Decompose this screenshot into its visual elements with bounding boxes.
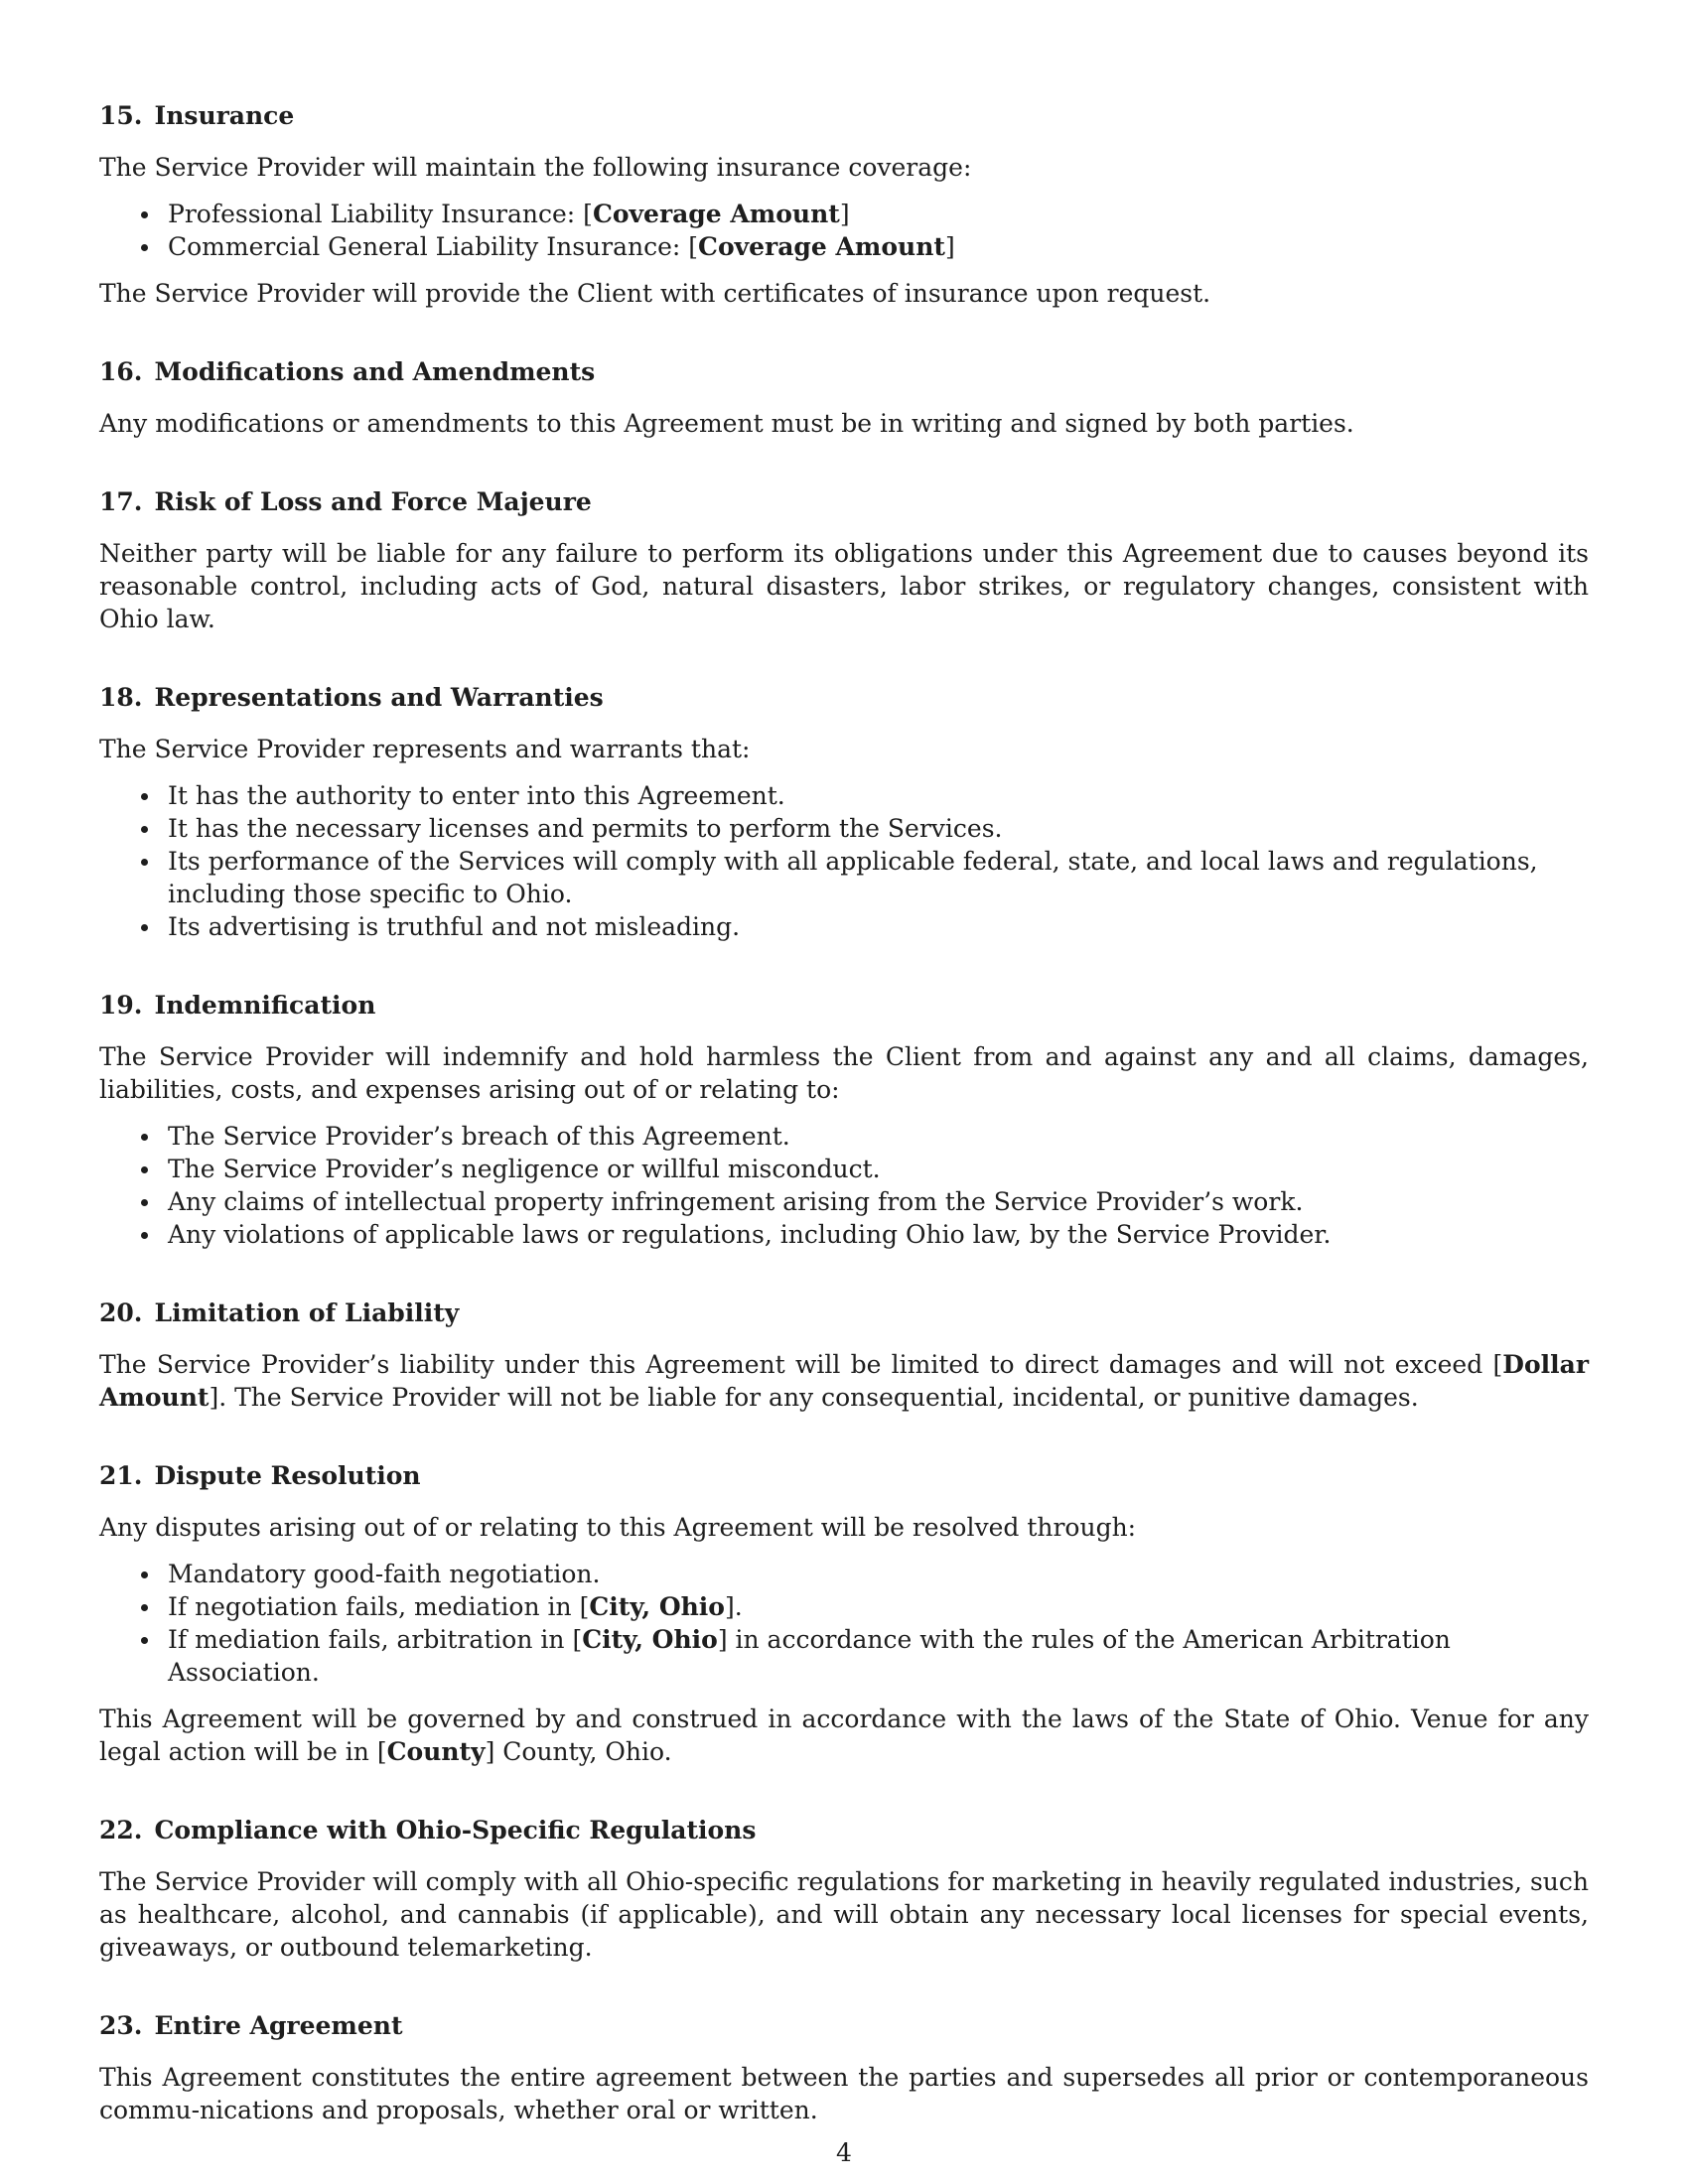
placeholder-city-ohio: City, Ohio	[582, 1625, 718, 1654]
warranties-list	[99, 779, 1589, 943]
list-item: The Service Provider’s breach of this Agreement.	[99, 1120, 1589, 1153]
section-dispute-resolution	[99, 1459, 1589, 1768]
list-item: Any claims of intellectual property infringement arising from the Service Provider’s work.	[99, 1185, 1589, 1218]
bracket-open: [	[572, 1625, 583, 1654]
section-heading	[99, 681, 1589, 715]
section-heading	[99, 355, 1589, 389]
list-item-text: Commercial General Liability Insurance:	[168, 232, 689, 261]
placeholder-county: County	[386, 1737, 486, 1766]
bracket-close: ]	[839, 200, 850, 228]
indemnification-list	[99, 1120, 1589, 1251]
section-entire-agreement	[99, 2009, 1589, 2126]
placeholder-dollar-amount: Dollar Amount	[99, 1350, 1589, 1412]
section-number: 17.	[99, 487, 143, 516]
section-title: Indemnification	[154, 991, 376, 1020]
insurance-list	[99, 198, 1589, 263]
section-intro: The Service Provider will maintain the following insurance coverage:	[99, 153, 972, 182]
section-title: Insurance	[154, 101, 295, 130]
section-body: Neither party will be liable for any failure to perform its obligations under this Agreement due to causes beyond its reasonable control, including acts of God, natural disasters, labor strikes, or regulatory changes, consistent with Ohio law.	[99, 539, 1589, 633]
section-heading	[99, 1814, 1589, 1847]
placeholder-coverage-amount: Coverage Amount	[698, 232, 945, 261]
placeholder-coverage-amount: Coverage Amount	[592, 200, 840, 228]
bracket-open: [	[579, 1592, 590, 1621]
section-limitation-of-liability	[99, 1297, 1589, 1414]
list-item	[99, 198, 1589, 230]
section-title: Entire Agreement	[154, 2011, 403, 2040]
section-number: 23.	[99, 2011, 143, 2040]
section-body: The Service Provider will comply with all Ohio-specific regulations for marketing in heavily regulated industries, such as healthcare, alcohol, and cannabis (if applicable), and will obtain any necessary local licenses for special events, giveaways, or outbound telemarketing.	[99, 1867, 1589, 1962]
section-outro: The Service Provider will provide the Client with certificates of insurance upon request.	[99, 279, 1211, 308]
list-item: Its advertising is truthful and not misleading.	[99, 910, 1589, 943]
list-item: Mandatory good-faith negotiation.	[99, 1558, 1589, 1590]
document-page	[99, 99, 1589, 2172]
list-item-text: Professional Liability Insurance:	[168, 200, 584, 228]
section-outro	[99, 1703, 1589, 1768]
body-text: This Agreement will be governed by and construed in accordance with the laws of the State of Ohio. Venue for any legal action will be in	[99, 1705, 1589, 1766]
section-number: 19.	[99, 991, 143, 1020]
bracket-open: [	[1492, 1350, 1503, 1379]
section-ohio-compliance	[99, 1814, 1589, 1964]
list-item: It has the necessary licenses and permits to perform the Services.	[99, 812, 1589, 845]
placeholder-city-ohio: City, Ohio	[589, 1592, 725, 1621]
section-number: 20.	[99, 1298, 143, 1327]
section-heading	[99, 1297, 1589, 1330]
list-item: Its performance of the Services will comply with all applicable federal, state, and local laws and regulations, including those specific to Ohio.	[99, 845, 1589, 910]
section-title: Dispute Resolution	[154, 1461, 421, 1490]
section-body: Any modifications or amendments to this Agreement must be in writing and signed by both parties.	[99, 409, 1354, 438]
section-heading	[99, 99, 1589, 133]
section-intro: The Service Provider will indemnify and hold harmless the Client from and against any and all claims, damages, liabilities, costs, and expenses arising out of or relating to:	[99, 1042, 1589, 1104]
list-item-text: If negotiation fails, mediation in	[168, 1592, 580, 1621]
list-item-text: ].	[724, 1592, 743, 1621]
list-item	[99, 230, 1589, 263]
section-intro: Any disputes arising out of or relating to this Agreement will be resolved through:	[99, 1513, 1137, 1542]
section-number: 16.	[99, 357, 143, 386]
section-body: This Agreement constitutes the entire agreement between the parties and supersedes all prior or contemporaneous commu-nications and proposals, whether oral or written.	[99, 2063, 1589, 2124]
section-number: 22.	[99, 1816, 143, 1844]
section-title: Risk of Loss and Force Majeure	[154, 487, 592, 516]
section-title: Modifications and Amendments	[154, 357, 596, 386]
section-title: Limitation of Liability	[154, 1298, 460, 1327]
list-item: It has the authority to enter into this Agreement.	[99, 779, 1589, 812]
bracket-open: [	[583, 200, 593, 228]
section-representations	[99, 681, 1589, 943]
list-item: Any violations of applicable laws or regulations, including Ohio law, by the Service Provider.	[99, 1218, 1589, 1251]
body-text: ]. The Service Provider will not be liable for any consequential, incidental, or punitive damages.	[209, 1383, 1419, 1412]
list-item	[99, 1623, 1589, 1689]
list-item: The Service Provider’s negligence or willful misconduct.	[99, 1153, 1589, 1185]
dispute-list	[99, 1558, 1589, 1689]
section-heading	[99, 989, 1589, 1023]
bracket-open: [	[688, 232, 699, 261]
section-body	[99, 1348, 1589, 1414]
section-number: 18.	[99, 683, 143, 712]
section-heading	[99, 2009, 1589, 2043]
section-indemnification	[99, 989, 1589, 1251]
section-heading	[99, 485, 1589, 519]
section-number: 21.	[99, 1461, 143, 1490]
bracket-close: ]	[944, 232, 955, 261]
body-text: The Service Provider’s liability under this Agreement will be limited to direct damages and will not exceed	[99, 1350, 1493, 1379]
section-insurance	[99, 99, 1589, 310]
section-heading	[99, 1459, 1589, 1493]
section-title: Representations and Warranties	[154, 683, 604, 712]
list-item-text: ] in accordance with the rules of the American Arbitration Association.	[168, 1625, 1451, 1687]
bracket-open: [	[376, 1737, 387, 1766]
section-modifications	[99, 355, 1589, 440]
list-item-text: If mediation fails, arbitration in	[168, 1625, 573, 1654]
body-text: ] County, Ohio.	[485, 1737, 672, 1766]
section-force-majeure	[99, 485, 1589, 635]
section-title: Compliance with Ohio-Specific Regulations	[154, 1816, 757, 1844]
list-item	[99, 1590, 1589, 1623]
page-number: 4	[836, 2138, 852, 2167]
section-number: 15.	[99, 101, 143, 130]
section-intro: The Service Provider represents and warrants that:	[99, 735, 751, 763]
